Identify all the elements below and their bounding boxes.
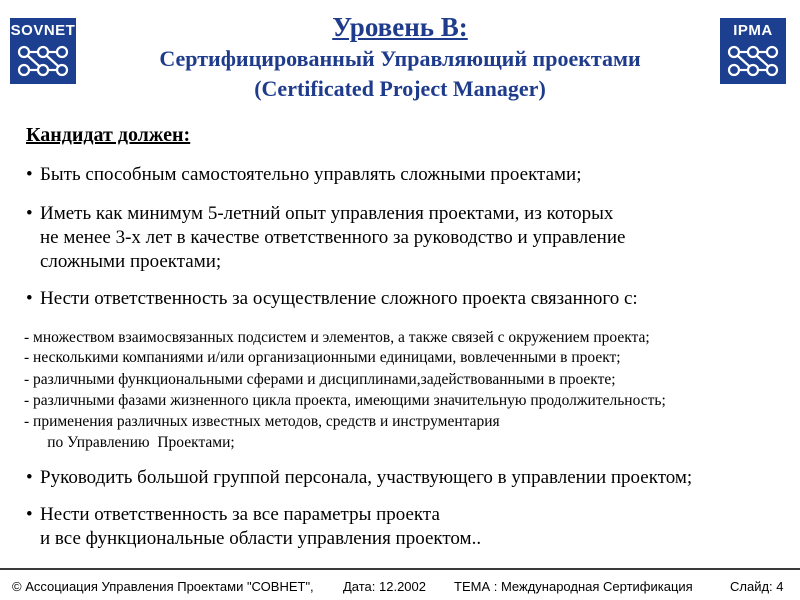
bullet-text: Иметь как минимум 5-летний опыт управления проектами, из которых [40,203,614,224]
bullet-text: Нести ответственность за все параметры проекта [40,504,440,525]
dash-item: - различными функциональными сферами и дисциплинами,задействованными в проекте; [24,371,616,388]
footer-copyright: © Ассоциация Управления Проектами "СОВНЕТ", [12,579,314,594]
bullet-text: сложными проектами; [40,251,222,272]
dash-item: - различными фазами жизненного цикла проекта, имеющими значительную продолжительность; [24,392,666,409]
bullet-text: и все функциональные области управления проектом.. [40,528,482,549]
title-level: Уровень B: [332,12,468,42]
bullet-dot: • [26,504,33,525]
bullet-text: Быть способным самостоятельно управлять сложными проектами; [40,164,582,185]
ipma-logo-text: IPMA [733,22,773,39]
footer-slide-number: Слайд: 4 [730,579,784,594]
network-chain-icon [724,42,782,80]
footer [0,576,800,598]
bullet-item [26,287,786,311]
bullet-dot: • [26,203,33,224]
bullet-text: Руководить большой группой персонала, участвующего в управлении проектом; [40,467,693,488]
title-role-ru: Сертифицированный Управляющий проектами [159,46,641,71]
footer-divider [0,568,800,570]
network-chain-icon [14,42,72,80]
sovnet-logo-text: SOVNET [10,22,76,39]
title-role-en: (Certificated Project Manager) [254,76,546,101]
dash-item: по Управлению Проектами; [24,434,235,451]
bullet-item [26,466,786,490]
bullet-item [26,202,786,274]
dash-item: - несколькими компаниями и/или организационными единицами, вовлеченными в проект; [24,349,621,366]
dash-item: - применения различных известных методов, средств и инструментария [24,413,500,430]
lead-heading: Кандидат должен: [26,124,191,146]
dash-item: - множеством взаимосвязанных подсистем и элементов, а также связей с окружением проекта; [24,329,650,346]
footer-date: Дата: 12.2002 [343,579,427,594]
bullet-dot: • [26,288,33,309]
bullet-item [26,163,786,187]
slide-title [90,10,710,104]
bullet-text: Нести ответственность за осуществление сложного проекта связанного с: [40,288,638,309]
bullet-item [26,503,786,551]
bullet-text: не менее 3-х лет в качестве ответственного за руководство и управление [40,227,626,248]
bullet-dot: • [26,164,33,185]
footer-topic: ТЕМА : Международная Сертификация [454,579,693,594]
ipma-logo [720,18,786,84]
bullet-dot: • [26,467,33,488]
sovnet-logo [10,18,76,84]
